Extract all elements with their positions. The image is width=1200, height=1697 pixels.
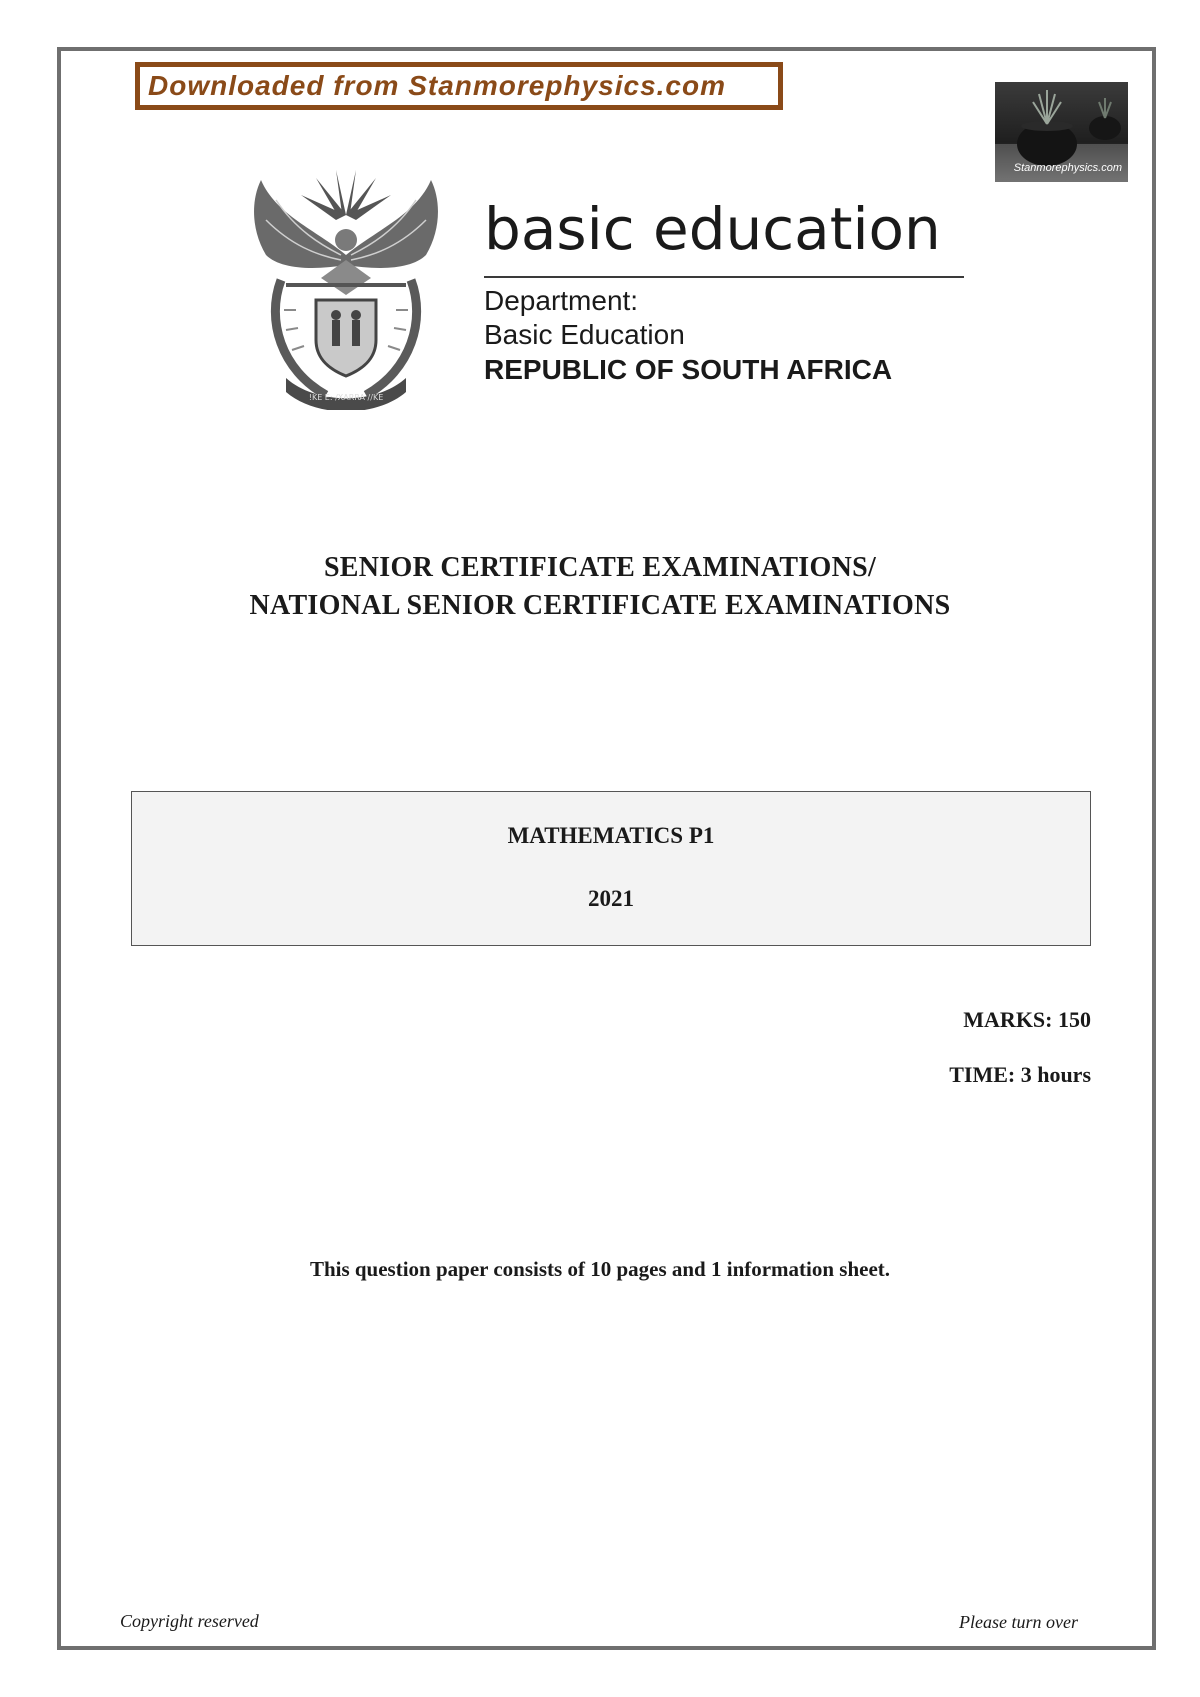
download-banner-text[interactable]: Downloaded from Stanmorephysics.com [140, 67, 778, 105]
coat-of-arms-motto: !KE E: /XARRA //KE [308, 393, 384, 402]
coat-of-arms-emblem-icon [246, 160, 446, 410]
subject-year: 2021 [588, 886, 634, 911]
paper-consists-note: This question paper consists of 10 pages and 1 information sheet. [309, 1257, 891, 1281]
brand-title: basic education [484, 195, 941, 263]
corner-photo-caption: Stanmorephysics.com [1013, 162, 1122, 174]
marks-value: MARKS: 150 [963, 1007, 1091, 1032]
exam-title-line1: SENIOR CERTIFICATE EXAMINATIONS/ [323, 552, 877, 583]
republic-name: REPUBLIC OF SOUTH AFRICA [484, 354, 893, 385]
time-value: TIME: 3 hours [949, 1062, 1091, 1087]
exam-title-line2: NATIONAL SENIOR CERTIFICATE EXAMINATIONS [249, 590, 951, 621]
subject-box [131, 791, 1091, 946]
corner-photo [995, 82, 1128, 182]
dept-label: Department: [484, 285, 639, 316]
footer-turn-over: Please turn over [959, 1612, 1078, 1632]
coat-of-arms [246, 160, 446, 410]
footer-copyright: Copyright reserved [120, 1611, 259, 1631]
subject-name: MATHEMATICS P1 [507, 823, 715, 848]
dept-name: Basic Education [484, 319, 685, 350]
brand-divider [484, 276, 964, 278]
download-banner[interactable] [135, 62, 783, 110]
